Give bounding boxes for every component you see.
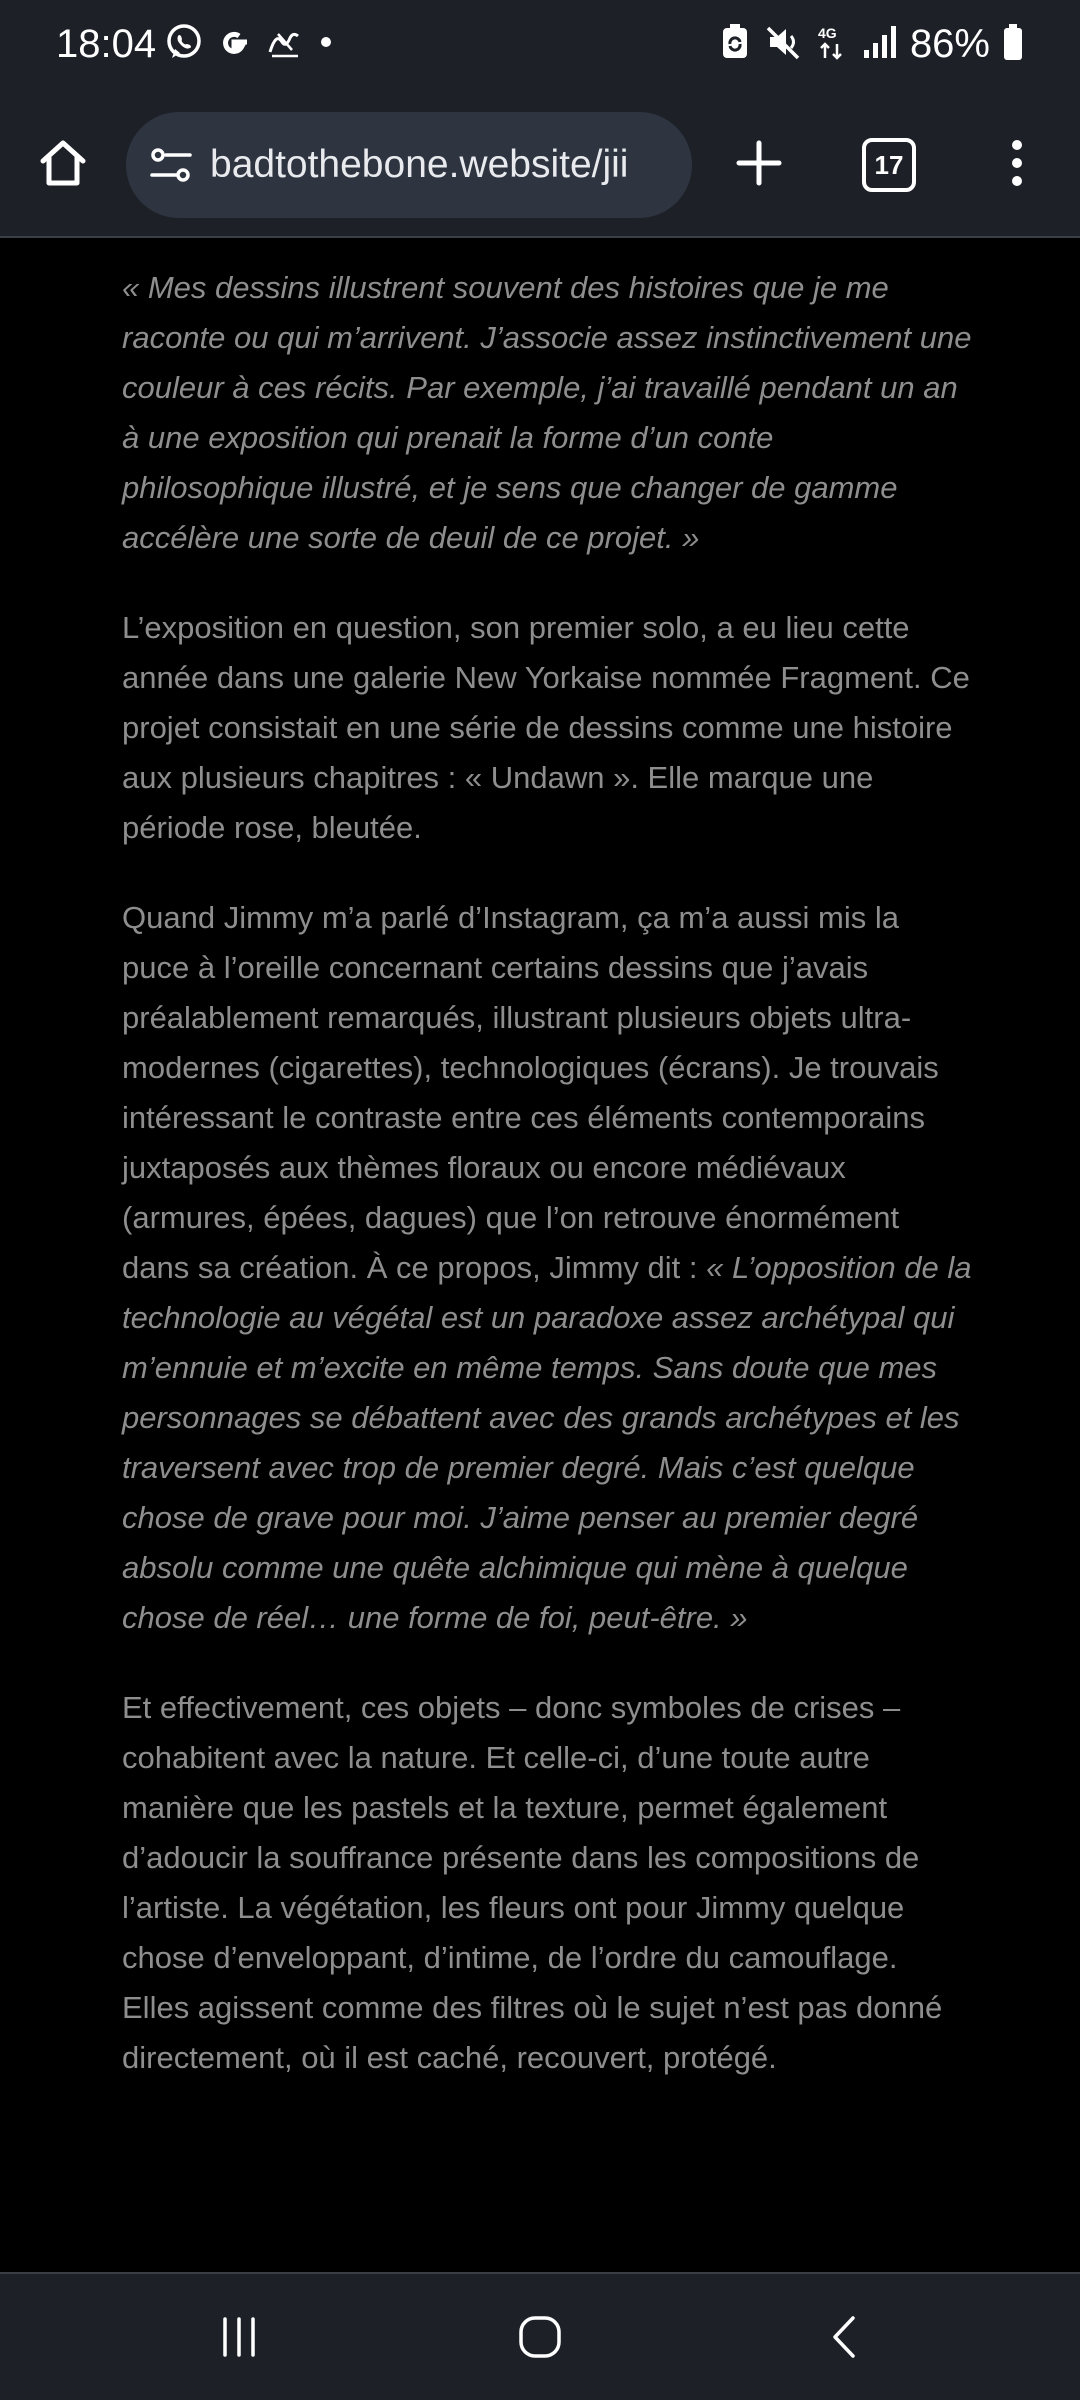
back-icon bbox=[825, 2314, 865, 2365]
new-tab-button[interactable] bbox=[726, 132, 792, 198]
home-nav-button[interactable] bbox=[505, 2304, 575, 2374]
plus-icon bbox=[734, 138, 784, 193]
signal-icon bbox=[862, 22, 898, 67]
tabs-button[interactable] bbox=[862, 138, 916, 192]
system-nav-bar bbox=[0, 2272, 1080, 2400]
mute-icon bbox=[764, 22, 804, 67]
system-status-icons bbox=[718, 20, 1024, 68]
article-body bbox=[122, 263, 972, 2123]
notification-icons bbox=[164, 20, 338, 68]
dot-icon bbox=[314, 22, 338, 67]
article-text: Et effectivement, ces objets – donc symboles de crises – cohabitent avec la nature. Et celle-ci, d’une toute autre manière que les pastels et la texture, permet également d’adoucir la souffrance présente dans les compositions de l’artiste. La végétation, les fleurs ont pour Jimmy quelque chose d’enveloppant, d’intime, de l’ordre du camouflage. Elles agissent comme des filtres où le sujet n’est pas donné directement, où il est caché, recouvert, protégé. bbox=[122, 1690, 943, 2075]
article-paragraph bbox=[122, 603, 972, 853]
more-vert-icon bbox=[1007, 135, 1027, 196]
recent-apps-button[interactable] bbox=[204, 2304, 274, 2374]
home-nav-icon bbox=[517, 2314, 563, 2365]
whatsapp-icon bbox=[164, 22, 204, 67]
battery-icon bbox=[1002, 22, 1024, 67]
site-settings-icon[interactable] bbox=[148, 142, 194, 188]
recent-apps-icon bbox=[217, 2315, 261, 2364]
tab-count: 17 bbox=[874, 150, 904, 180]
network-label: 4G bbox=[817, 24, 837, 41]
home-icon bbox=[35, 135, 91, 196]
article-quote: « Mes dessins illustrent souvent des histoires que je me raconte ou qui m’arrivent. J’associe assez instinctivement une couleur à ces récits. Par exemple, j’ai travaillé pendant un an à une exposition qui prenait la forme d’un conte philosophique illustré, et je sens que changer de gamme accélère une sorte de deuil de ce projet. » bbox=[122, 270, 972, 555]
back-button[interactable] bbox=[810, 2304, 880, 2374]
article-paragraph bbox=[122, 263, 972, 563]
page-content[interactable] bbox=[0, 238, 1080, 2272]
url-bar[interactable] bbox=[126, 112, 692, 218]
status-bar bbox=[0, 0, 1080, 88]
signature-app-icon bbox=[264, 22, 304, 67]
article-quote: « L’opposition de la technologie au végétal est un paradoxe assez archétypal qui m’ennuie et m’excite en même temps. Sans doute que mes personnages se débattent avec des grands archétypes et les traversent avec trop de premier degré. Mais c’est quelque chose de grave pour moi. J’aime penser au premier degré absolu comme une quête alchimique qui mène à quelque chose de réel… une forme de foi, peut-être. » bbox=[122, 1250, 972, 1635]
status-time: 18:04 bbox=[56, 22, 157, 66]
menu-button[interactable] bbox=[990, 132, 1044, 198]
article-text: L’exposition en question, son premier solo, a eu lieu cette année dans une galerie New Yorkaise nommée Fragment. Ce projet consistait en une série de dessins comme une histoire aux plusieurs chapitres : « Undawn ». Elle marque une période rose, bleutée. bbox=[122, 610, 970, 845]
article-paragraph bbox=[122, 1683, 972, 2083]
battery-percent: 86% bbox=[909, 22, 990, 66]
browser-toolbar bbox=[0, 88, 1080, 236]
url-text[interactable]: badtothebone.website/jii bbox=[210, 143, 629, 186]
article-paragraph bbox=[122, 893, 972, 1643]
network-4g-icon bbox=[816, 22, 850, 67]
home-button[interactable] bbox=[30, 132, 96, 198]
battery-saver-icon bbox=[718, 22, 752, 67]
google-icon bbox=[214, 22, 254, 67]
article-text: Quand Jimmy m’a parlé d’Instagram, ça m’a aussi mis la puce à l’oreille concernant certains dessins que j’avais préalablement remarqués, illustrant plusieurs objets ultra-modernes (cigarettes), technologiques (écrans). Je trouvais intéressant le contraste entre ces éléments contemporains juxtaposés aux thèmes floraux ou encore médiévaux (armures, épées, dagues) que l’on retrouve énormément dans sa création. À ce propos, Jimmy dit : bbox=[122, 900, 939, 1285]
